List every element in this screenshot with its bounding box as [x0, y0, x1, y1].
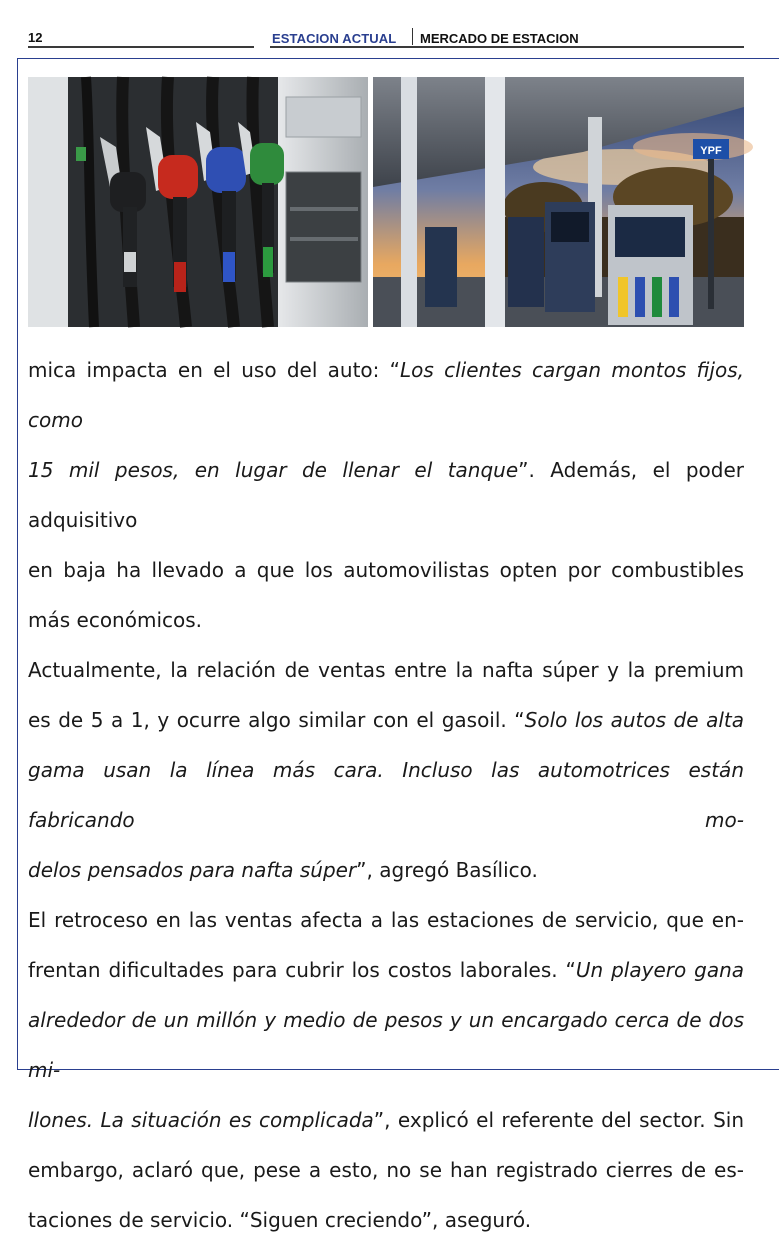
text-line: El retroceso en las ventas afecta a las estaciones de servicio, que en- — [28, 908, 744, 932]
frame-left-border — [17, 58, 18, 1070]
section-subtitle: MERCADO DE ESTACION — [420, 31, 579, 46]
text-line: taciones de servicio. “Siguen creciendo”, aseguró. — [28, 1208, 532, 1232]
text-line: Actualmente, la relación de ventas entre la nafta súper y la premium — [28, 658, 744, 682]
text-line: gama usan la línea más cara. Incluso las automotrices están fabricando mo- — [28, 758, 744, 832]
header-rule-right — [270, 46, 744, 48]
text-line: en baja ha llevado a que los automovilistas opten por combustibles — [28, 558, 744, 582]
section-title: ESTACION ACTUAL — [272, 31, 397, 46]
text-line: llones. La situación es complicada”, explicó el referente del sector. Sin — [28, 1108, 744, 1132]
fuel-nozzles-photo — [28, 77, 368, 327]
header-rule-left — [28, 46, 254, 48]
ypf-sign-text: YPF — [700, 145, 722, 157]
page-number: 12 — [28, 30, 43, 45]
text-line: mica impacta en el uso del auto: “Los clientes cargan montos fijos, como — [28, 358, 745, 432]
article-body — [28, 345, 744, 1245]
text-line: más económicos. — [28, 608, 203, 632]
gas-station-photo — [373, 77, 744, 327]
text-line: 15 mil pesos, en lugar de llenar el tanque”. Además, el poder adquisitivo — [28, 458, 745, 532]
text-line: alrededor de un millón y medio de pesos y un encargado cerca de dos mi- — [28, 1008, 744, 1082]
text-line: frentan dificultades para cubrir los costos laborales. “Un playero gana — [28, 958, 745, 982]
text-line: delos pensados para nafta súper”, agregó Basílico. — [28, 858, 538, 882]
text-line: es de 5 a 1, y ocurre algo similar con el gasoil. “Solo los autos de alta — [28, 708, 744, 732]
header-separator — [412, 28, 413, 45]
text-line: embargo, aclaró que, pese a esto, no se han registrado cierres de es- — [28, 1158, 744, 1182]
frame-top-border — [17, 58, 779, 59]
